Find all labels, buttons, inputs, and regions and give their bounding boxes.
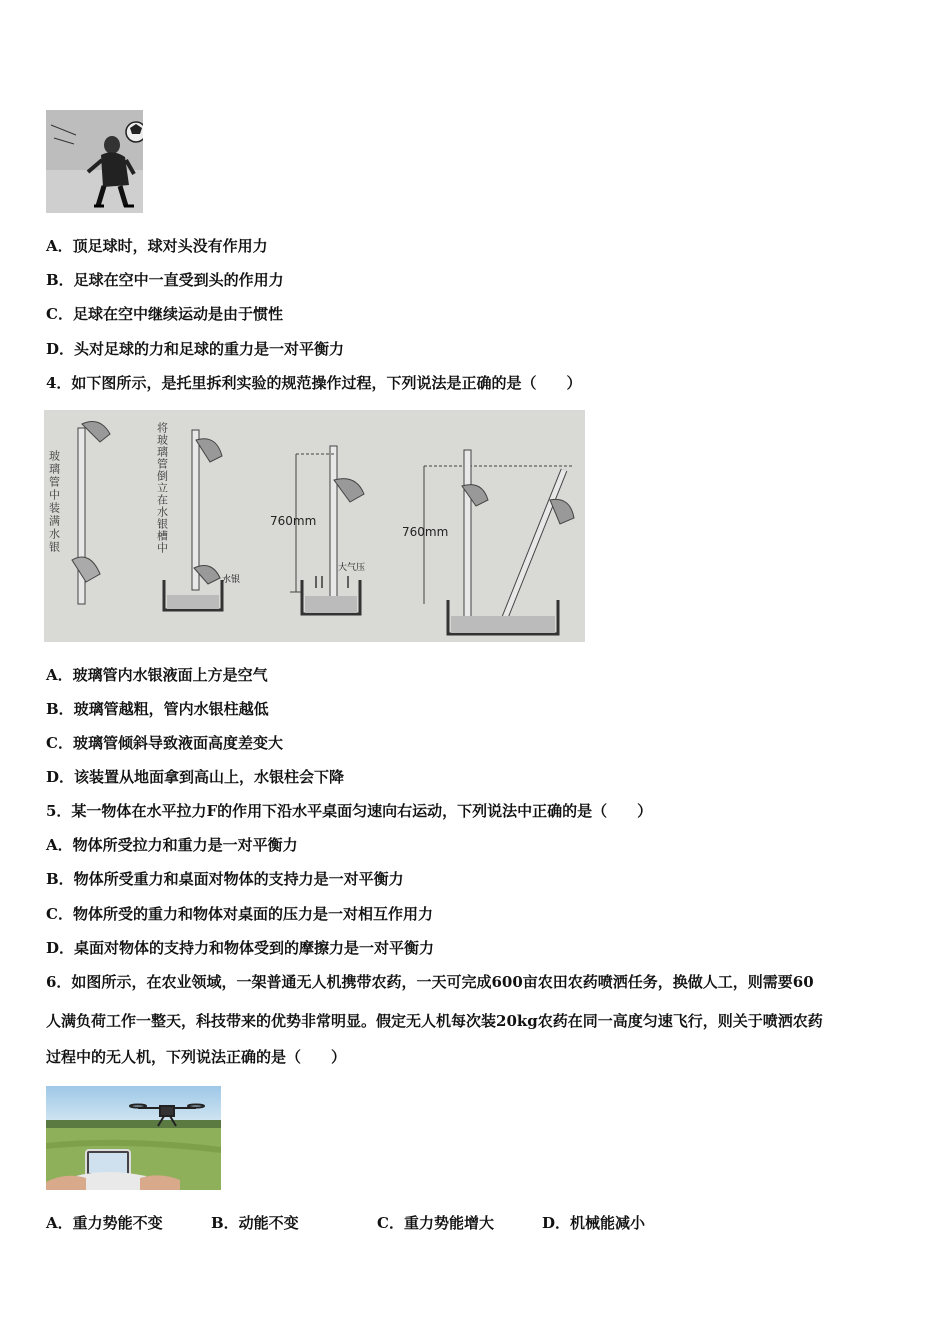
step2-label [156,421,169,554]
q5-option-c: C．物体所受的重力和物体对桌面的压力是一对相互作用力 [46,905,433,923]
q5-stem: 5．某一物体在水平拉力F的作用下沿水平桌面匀速向右运动，下列说法中正确的是（ ） [46,802,653,820]
atmos-label: 大气压 [338,563,366,573]
q4-option-a: A．玻璃管内水银液面上方是空气 [46,666,268,684]
q4-option-b: B．玻璃管越粗，管内水银柱越低 [46,700,269,718]
step1-label [48,449,61,554]
svg-text:将玻璃管倒立在水银槽中: 将玻璃管倒立在水银槽中 [155,422,169,554]
q3-option-d: D．头对足球的力和足球的重力是一对平衡力 [46,340,345,358]
q4-stem: 4．如下图所示，是托里拆利实验的规范操作过程，下列说法是正确的是（ ） [46,374,582,392]
q4-option-c: C．玻璃管倾斜导致液面高度差变大 [46,734,283,752]
q6-stem-line-1: 6．如图所示，在农业领域，一架普通无人机携带农药，一天可完成600亩农田农药喷洒任务，换做人工，则需要60 [46,973,814,991]
q3-option-b: B．足球在空中一直受到头的作用力 [46,271,284,289]
q6-option-d: D．机械能减小 [542,1214,646,1232]
height-label-1: 760mm [270,514,317,528]
q5-option-b: B．物体所受重力和桌面对物体的支持力是一对平衡力 [46,870,404,888]
q3-option-c: C．足球在空中继续运动是由于惯性 [46,305,283,323]
q6-option-c: C．重力势能增大 [377,1214,494,1232]
q6-stem-line-2: 人满负荷工作一整天，科技带来的优势非常明显。假定无人机每次装20kg农药在同一高度匀速飞行，则关于喷洒农药 [46,1012,823,1030]
q5-option-d: D．桌面对物体的支持力和物体受到的摩擦力是一对平衡力 [46,939,435,957]
drone-field-photo [46,1086,221,1190]
torricelli-figure [44,410,585,642]
q6-stem-line-3: 过程中的无人机，下列说法正确的是（ ） [46,1048,347,1066]
svg-text:玻璃管中装满水银: 玻璃管中装满水银 [47,450,61,554]
q6-option-b: B．动能不变 [211,1214,299,1232]
football-header-figure [46,110,143,213]
height-label-2: 760mm [402,525,449,539]
q6-option-a: A．重力势能不变 [46,1214,163,1232]
q3-option-a: A．顶足球时，球对头没有作用力 [46,237,268,255]
q5-option-a: A．物体所受拉力和重力是一对平衡力 [46,836,298,854]
mercury-label: 水银 [222,575,241,585]
q4-option-d: D．该装置从地面拿到高山上，水银柱会下降 [46,768,345,786]
